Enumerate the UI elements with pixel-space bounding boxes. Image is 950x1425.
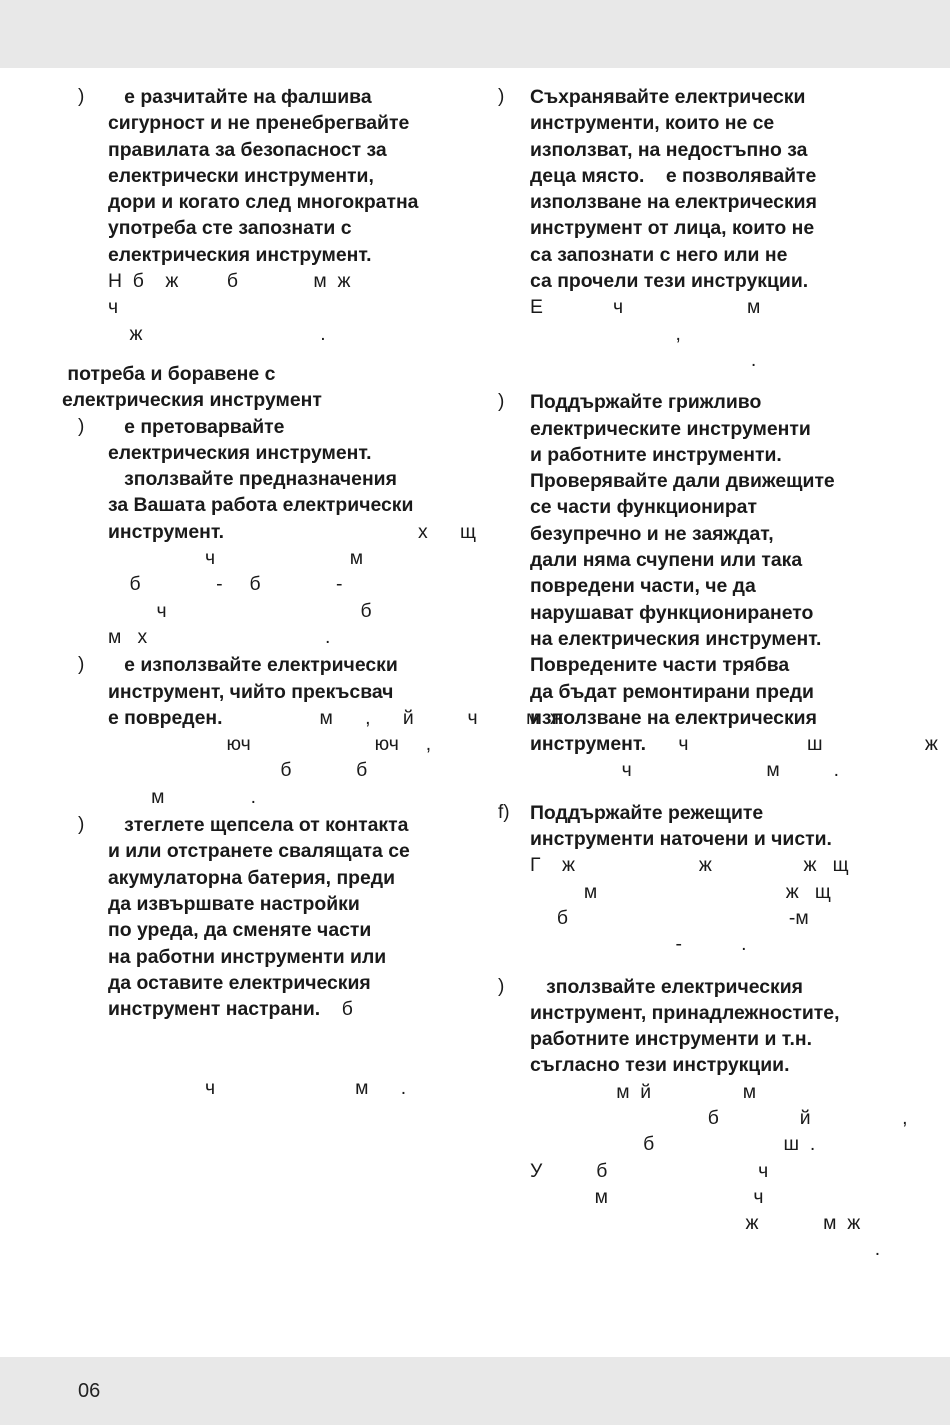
item-bold-text: е използвайте електрически инструмент, чийто прекъсвач е повреден. bbox=[108, 654, 398, 729]
page-number: 06 bbox=[78, 1380, 101, 1402]
item-marker: ) bbox=[78, 415, 85, 437]
item-bold-text: е претоварвайте електрическия инструмент. зползвайте предназначения за Вашата работа електрически инструмент. bbox=[108, 415, 414, 543]
footer-band bbox=[0, 1357, 950, 1425]
item-bold-text: е разчитайте на фалшива сигурност и не пренебрегвайте правилата за безопасност за електрически инструменти, дори и когато след многократна употреба сте запознати с електрическия инструмент. bbox=[108, 86, 419, 266]
safety-item-right-f bbox=[484, 800, 884, 958]
safety-item-right-e bbox=[484, 389, 938, 783]
item-bold-text: Съхранявайте електрически инструменти, които не се използват, на недостъпно за деца място. е позволявайте използване на електрическия инструмент от лица, които не са запознати с него или не са прочели тези инструкции. bbox=[530, 86, 817, 293]
item-body-text: Е ч м , . bbox=[530, 296, 761, 371]
item-marker: ) bbox=[78, 86, 85, 107]
item-body-text: х щ ч м б - б - ч б м х . bbox=[108, 520, 476, 648]
right-column bbox=[484, 84, 938, 1265]
item-bold-text: Поддържайте режещите инструменти наточени и чисти. bbox=[530, 801, 832, 851]
item-marker: ) bbox=[78, 654, 85, 676]
item-marker: ) bbox=[498, 391, 505, 413]
item-bold-text: Поддържайте грижливо електрическите инструменти и работните инструменти. Проверявайте дали движещите се части функционират безупречно и не заяждат, дали няма счупени или така повредени части, че да нарушават функционирането на електрическия инструмент. Повредените части трябва да бъдат ремонтирани преди използване на електрическия инструмент. bbox=[530, 391, 835, 756]
item-body-text: м , й ч м ж юч юч , б б м . bbox=[151, 706, 564, 808]
safety-item-left-b bbox=[62, 414, 476, 651]
safety-item-left-d bbox=[62, 812, 462, 1101]
item-body-text: м й м б й , б ш . У б ч м ч ж м ж . bbox=[530, 1080, 908, 1261]
safety-item-right-g bbox=[484, 974, 908, 1263]
left-column bbox=[62, 84, 564, 1103]
item-bold-text: зтеглете щепсела от контакта и или отстранете свалящата се акумулаторна батерия, преди да извършвате настройки по уреда, да сменяте части на работни инструменти или да оставите електрическия инструмент настрани. bbox=[108, 814, 410, 1021]
safety-item-left-c bbox=[62, 652, 564, 810]
item-body-text: Н б ж б м ж ч ж . bbox=[108, 270, 351, 345]
item-marker: ) bbox=[498, 86, 505, 107]
section-heading: потреба и боравене с електрическия инструмент bbox=[62, 362, 322, 412]
item-marker: ) bbox=[498, 975, 505, 997]
item-bold-text: зползвайте електрическия инструмент, принадлежностите, работните инструменти и т.н. съгласно тези инструкции. bbox=[530, 975, 840, 1077]
header-band bbox=[0, 0, 950, 68]
item-body-text: ч ш ж ч м . bbox=[621, 733, 938, 782]
item-marker: f) bbox=[498, 801, 510, 823]
item-body-text: Г ж ж ж щ м ж щ б -м - . bbox=[530, 854, 849, 956]
item-marker: ) bbox=[78, 814, 85, 836]
safety-item-right-d bbox=[484, 84, 884, 373]
safety-item-left-a bbox=[62, 84, 462, 347]
item-body-text: б ч м . bbox=[204, 998, 407, 1099]
